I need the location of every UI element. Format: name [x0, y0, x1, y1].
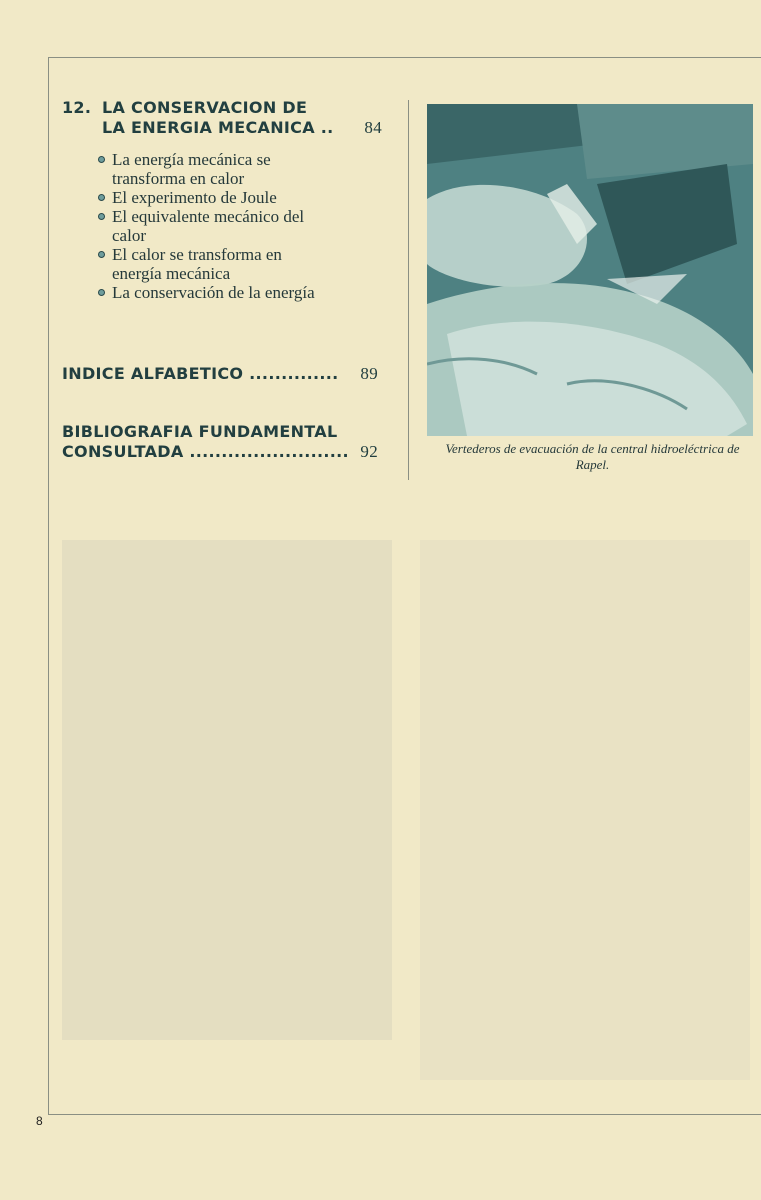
page-number: 8: [36, 1114, 43, 1128]
indice-page-number: 89: [360, 364, 378, 383]
topic-text-line: La energía mecánica se: [112, 150, 271, 169]
spillway-illustration: [427, 104, 753, 436]
toc-chapter-12: [62, 98, 382, 302]
bullet-icon: [98, 156, 105, 163]
bibliografia-page-number: 92: [360, 442, 378, 461]
topic-text-line: transforma en calor: [112, 169, 245, 188]
topic-item[interactable]: [98, 245, 382, 283]
bullet-icon: [98, 251, 105, 258]
topic-text-line: calor: [112, 226, 146, 245]
topic-text-line: El calor se transforma en: [112, 245, 282, 264]
dam-spillway-photo: [427, 104, 753, 436]
show-through-left: [62, 540, 392, 1040]
topic-item[interactable]: [98, 283, 382, 302]
bullet-icon: [98, 213, 105, 220]
chapter-12-heading[interactable]: [62, 98, 382, 138]
chapter-title-line-2: LA ENERGIA MECANICA ..: [102, 118, 334, 137]
topic-list: [62, 150, 382, 302]
topic-item[interactable]: [98, 207, 382, 245]
bibliografia-title-line-2: CONSULTADA .........................: [62, 442, 349, 461]
bibliografia-title-line-1: BIBLIOGRAFIA FUNDAMENTAL: [62, 422, 338, 441]
photo-caption: [424, 441, 761, 473]
indice-entry[interactable]: [62, 364, 378, 384]
chapter-page-number: 84: [364, 118, 382, 137]
topic-item[interactable]: [98, 150, 382, 188]
topic-text-line: La conservación de la energía: [112, 283, 315, 302]
caption-line-1: Vertederos de evacuación de la central hidroeléctrica de: [445, 441, 740, 456]
column-divider: [408, 100, 409, 480]
bibliografia-entry[interactable]: [62, 422, 378, 462]
show-through-right: [420, 540, 750, 1080]
topic-text-line: energía mecánica: [112, 264, 231, 283]
bullet-icon: [98, 289, 105, 296]
topic-text-line: El equivalente mecánico del: [112, 207, 305, 226]
indice-title: INDICE ALFABETICO ..............: [62, 364, 339, 383]
caption-line-2: Rapel.: [575, 457, 610, 472]
topic-item[interactable]: [98, 188, 382, 207]
chapter-title-line-1: LA CONSERVACION DE: [102, 98, 308, 117]
chapter-number: 12.: [62, 98, 92, 117]
bullet-icon: [98, 194, 105, 201]
topic-text-line: El experimento de Joule: [112, 188, 277, 207]
